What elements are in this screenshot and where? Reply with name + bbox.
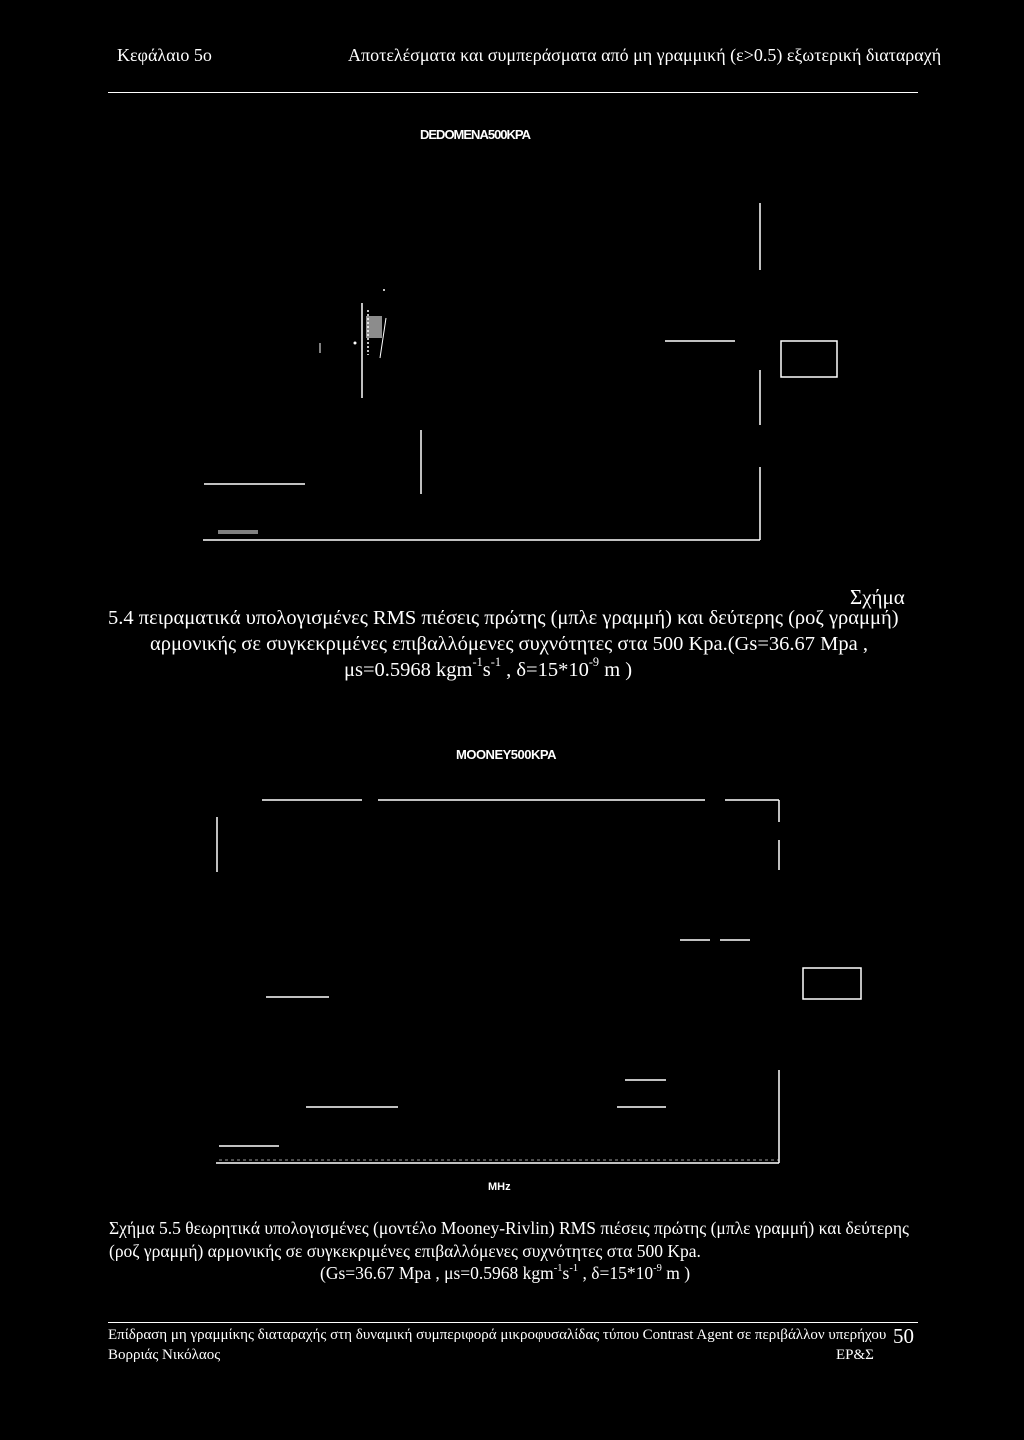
footer-rule bbox=[108, 1322, 918, 1323]
footer-author: Βορριάς Νικόλαος bbox=[108, 1347, 221, 1363]
figure1-caption-line1: 5.4 πειραματικά υπολογισμένες RMS πιέσεις πρώτης (μπλε γραμμή) και δεύτερης (ροζ γραμμή) bbox=[108, 607, 899, 629]
page-number: 50 bbox=[893, 1324, 914, 1348]
figure2-caption-line2: (ροζ γραμμή) αρμονικής σε συγκεκριμένες επιβαλλόμενες συχνότητες στα 500 Kpa. bbox=[109, 1241, 701, 1261]
figure1-title: DEDOMENA500KPA bbox=[420, 127, 531, 142]
footer-org: ΕΡ&Σ bbox=[836, 1347, 874, 1363]
figure2-x-unit: MHz bbox=[488, 1181, 511, 1193]
chapter-title: Αποτελέσματα και συμπεράσματα από μη γραμμική (ε>0.5) εξωτερική διαταραχή bbox=[348, 45, 942, 65]
figure2-caption-line1: Σχήμα 5.5 θεωρητικά υπολογισμένες (μοντέλο Mooney-Rivlin) RMS πιέσεις πρώτης (μπλε γραμμή) και δεύτερης bbox=[109, 1218, 909, 1238]
fig2-legend-box bbox=[803, 968, 861, 999]
chapter-label: Κεφάλαιο 5ο bbox=[117, 45, 212, 65]
figure2-caption-line3: (Gs=36.67 Mpa , μs=0.5968 $kgm^{-1}s^{-1}$ , $\delta=15*10^{-9}$ m ) bbox=[320, 1262, 691, 1283]
footer-thesis-title: Επίδραση μη γραμμίκης διαταραχής στη δυναμική συμπεριφορά μικροφυσαλίδας τύπου Contrast Agent σε περιβάλλον υπερήχου bbox=[108, 1327, 887, 1343]
figure1-caption-line3: μs=0.5968 $kgm^{-1}s^{-1}$ , $\delta=15*10^{-9}$ m ) bbox=[344, 655, 633, 681]
figure1-caption-line2: αρμονικής σε συγκεκριμένες επιβαλλόμενες συχνότητες στα 500 Kpa.(Gs=36.67 Mpa , bbox=[150, 633, 868, 655]
figure1-label: Σχήμα bbox=[850, 585, 905, 609]
figure2-title: MOONEY500KPA bbox=[456, 747, 556, 762]
